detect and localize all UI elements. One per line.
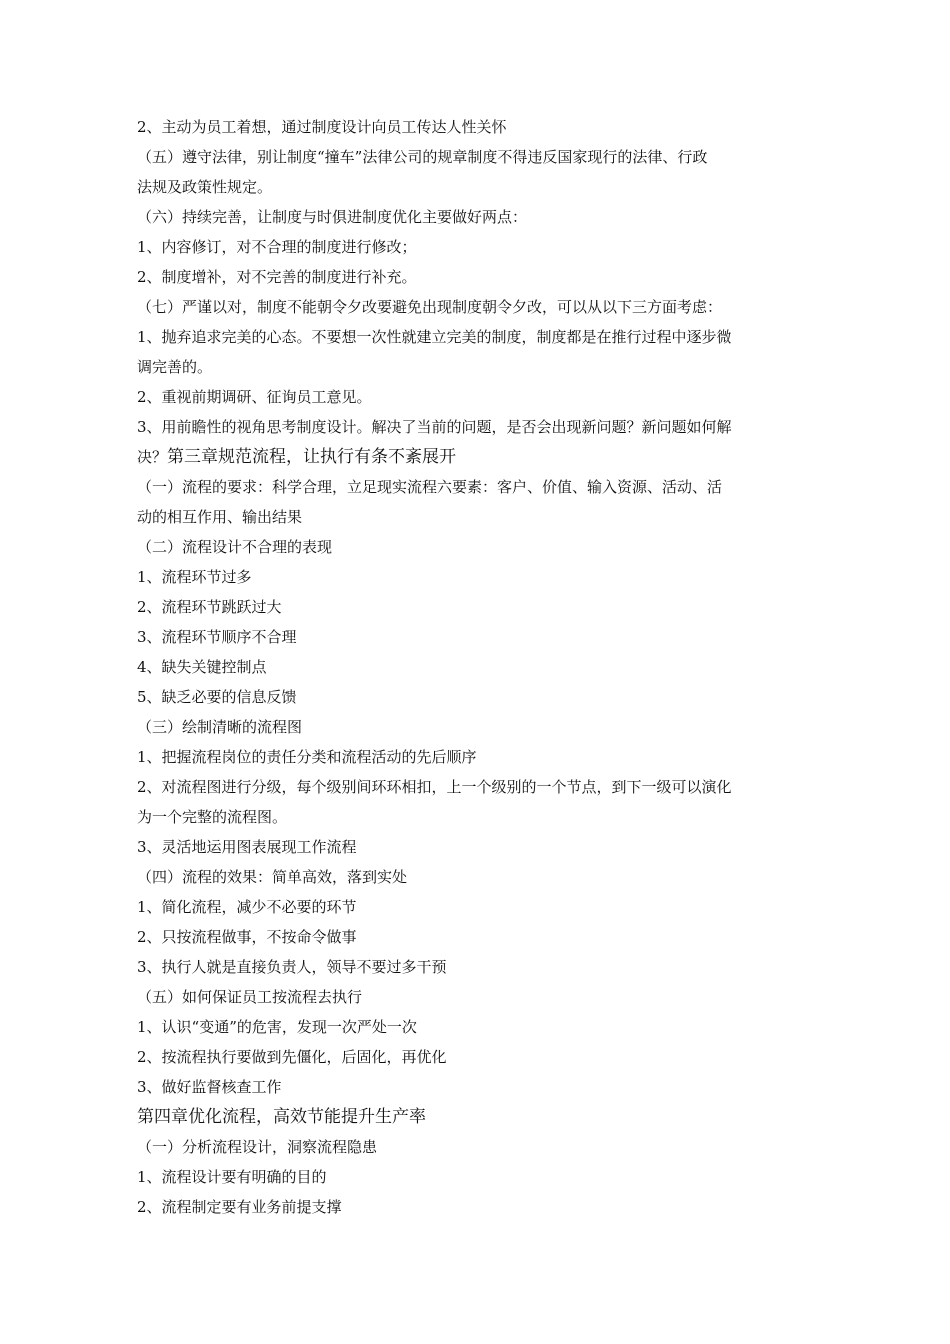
list-item: 3、执行人就是直接负责人，领导不要过多干预 [137, 958, 447, 976]
section-heading: （六）持续完善，让制度与时俱进制度优化主要做好两点： [137, 208, 528, 226]
list-item: 2、按流程执行要做到先僵化，后固化，再优化 [137, 1048, 447, 1066]
list-item: 1、简化流程，减少不必要的环节 [137, 898, 357, 916]
document-body [137, 112, 817, 1222]
text-fragment: 决？ [137, 448, 168, 466]
list-item: 2、制度增补，对不完善的制度进行补充。 [137, 268, 417, 286]
list-item: 2、重视前期调研、征询员工意见。 [137, 388, 372, 406]
list-item: 1、流程设计要有明确的目的 [137, 1168, 327, 1186]
list-item: 5、缺乏必要的信息反馈 [137, 688, 297, 706]
text-line: 动的相互作用、输出结果 [137, 508, 303, 526]
list-item: 3、用前瞻性的视角思考制度设计。解决了当前的问题，是否会出现新问题？新问题如何解 [137, 418, 732, 436]
section-heading: （五）遵守法律，别让制度“撞车”法律公司的规章制度不得违反国家现行的法律、行政 [137, 148, 708, 166]
list-item: 3、做好监督核查工作 [137, 1078, 282, 1096]
chapter-line [137, 442, 817, 472]
section-heading: （二）流程设计不合理的表现 [137, 538, 333, 556]
list-item: 2、只按流程做事，不按命令做事 [137, 928, 357, 946]
list-item: 1、把握流程岗位的责任分类和流程活动的先后顺序 [137, 748, 477, 766]
text-line: 为一个完整的流程图。 [137, 808, 288, 826]
section-heading: （四）流程的效果：简单高效，落到实处 [137, 868, 408, 886]
chapter-title: 第四章优化流程，高效节能提升生产率 [137, 1107, 426, 1127]
section-heading: （七）严谨以对，制度不能朝令夕改要避免出现制度朝令夕改，可以从以下三方面考虑： [137, 298, 723, 316]
section-heading: （三）绘制清晰的流程图 [137, 718, 303, 736]
text-line: 法规及政策性规定。 [137, 178, 273, 196]
list-item: 1、抛弃追求完美的心态。不要想一次性就建立完美的制度，制度都是在推行过程中逐步微 [137, 328, 732, 346]
text-line: 2、主动为员工着想，通过制度设计向员工传达人性关怀 [137, 118, 507, 136]
list-item: 1、认识“变通”的危害，发现一次严处一次 [137, 1018, 417, 1036]
list-item: 2、流程环节跳跃过大 [137, 598, 282, 616]
section-heading: （五）如何保证员工按流程去执行 [137, 988, 363, 1006]
list-item: 1、内容修订，对不合理的制度进行修改； [137, 238, 417, 256]
list-item: 3、灵活地运用图表展现工作流程 [137, 838, 357, 856]
list-item: 1、流程环节过多 [137, 568, 252, 586]
list-item: 2、对流程图进行分级，每个级别间环环相扣，上一个级别的一个节点，到下一级可以演化 [137, 778, 732, 796]
chapter-title: 第三章规范流程，让执行有条不紊展开 [167, 447, 457, 467]
section-heading: （一）分析流程设计，洞察流程隐患 [137, 1138, 378, 1156]
list-item: 3、流程环节顺序不合理 [137, 628, 297, 646]
list-item: 2、流程制定要有业务前提支撑 [137, 1198, 342, 1216]
list-item: 4、缺失关键控制点 [137, 658, 267, 676]
text-line: 调完善的。 [137, 358, 213, 376]
section-heading: （一）流程的要求：科学合理，立足现实流程六要素：客户、价值、输入资源、活动、活 [137, 478, 723, 496]
